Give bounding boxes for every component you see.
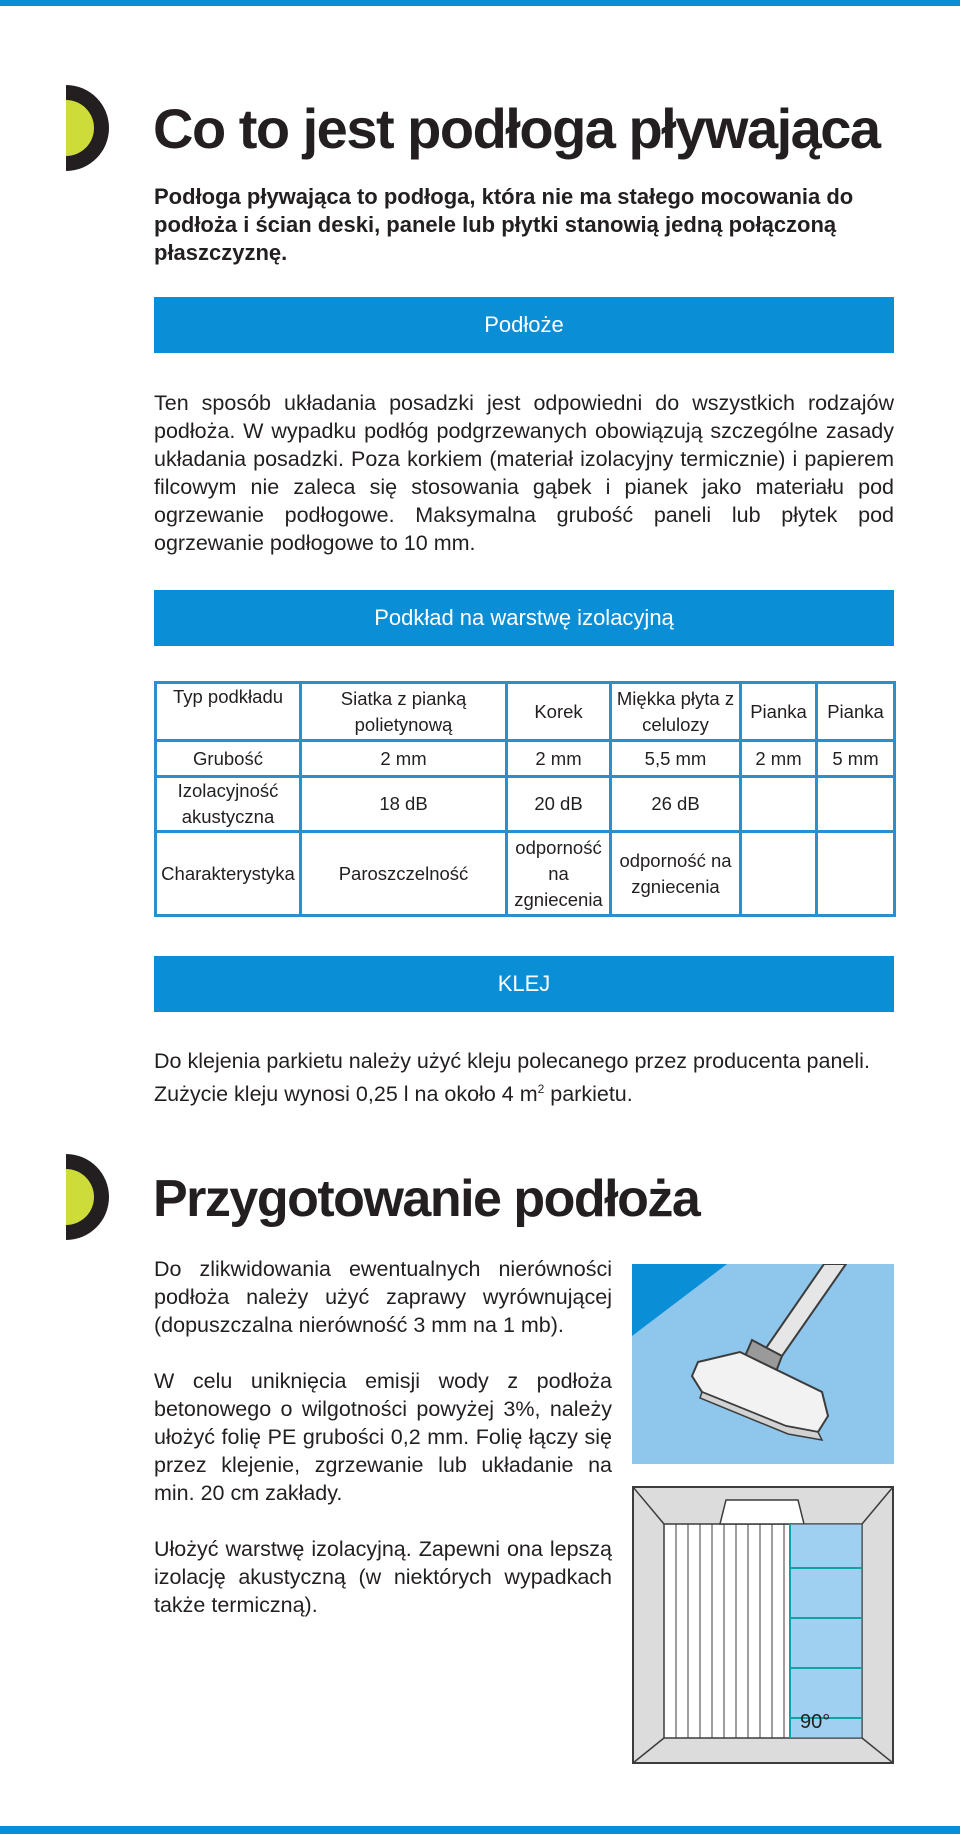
table-cell: 20 dB [507, 777, 611, 832]
section-marker-icon [66, 1154, 110, 1240]
page-title: Co to jest podłoga pływająca [153, 97, 880, 160]
table-cell [741, 832, 817, 916]
section-heading-klej: KLEJ [154, 956, 894, 1012]
table-cell [817, 777, 895, 832]
section-title: Przygotowanie podłoża [153, 1170, 700, 1228]
section-heading-podklad: Podkład na warstwę izolacyjną [154, 590, 894, 646]
table-header-cell: Korek [507, 683, 611, 741]
table-cell: 18 dB [301, 777, 507, 832]
table-cell: Charakterystyka [156, 832, 301, 916]
table-row [156, 777, 895, 832]
lead-paragraph: Podłoga pływająca to podłoga, która nie ma stałego mocowania do podłoża i ścian deski, panele lub płytki stanowią jedną połączoną płaszczyznę. [154, 184, 854, 265]
room-floor-plan-illustration [632, 1486, 894, 1764]
table-cell: Paroszczelność [301, 832, 507, 916]
table-row [156, 832, 895, 916]
klej-line-1: Do klejenia parkietu należy użyć kleju polecanego przez producenta paneli. [154, 1049, 870, 1073]
table-header-row [156, 683, 895, 741]
table-cell: 26 dB [611, 777, 741, 832]
table-cell: 2 mm [301, 741, 507, 777]
klej-line-2 [154, 1075, 894, 1108]
superscript: 2 [537, 1082, 545, 1096]
table-row [156, 741, 895, 777]
table-header-cell: Typ podkładu [156, 683, 301, 741]
section-marker-icon [66, 85, 110, 171]
table-header-cell: Miękka płyta z celulozy [611, 683, 741, 741]
bottom-accent-bar [0, 1826, 960, 1834]
top-accent-bar [0, 0, 960, 6]
table-header-cell: Siatka z pianką polietynową [301, 683, 507, 741]
klej-line-2-text: Zużycie kleju wynosi 0,25 l na około 4 m [154, 1082, 538, 1107]
podloze-text: Ten sposób układania posadzki jest odpowiedni do wszystkich rodzajów podłoża. W wypadku podłóg podgrzewanych obowiązują szczególne zasady układania posadzki. Poza korkiem (materiał izolacyjny termicznie) i papierem filcowym nie zaleca się stosowania gąbek i pianek jako materiału pod ogrzewanie podłogowe. Maksymalna grubość paneli lub płytek pod ogrzewanie podłogowe to 10 mm. [154, 391, 894, 555]
preparation-paragraph: Ułożyć warstwę izolacyjną. Zapewni ona lepszą izolację akustyczną (w niektórych wypadkach także termiczną). [154, 1537, 612, 1617]
section-heading-podloze: Podłoże [154, 297, 894, 353]
table-cell: odporność na zgniecenia [611, 832, 741, 916]
preparation-paragraph: W celu uniknięcia emisji wody z podłoża betonowego o wilgotności powyżej 3%, należy ułożyć folię PE grubości 0,2 mm. Folię łączy się przez klejenie, zgrzewanie lub układanie na min. 20 cm zakłady. [154, 1369, 612, 1505]
table-cell: odporność na zgniecenia [507, 832, 611, 916]
table-cell: 5 mm [817, 741, 895, 777]
table-cell: Grubość [156, 741, 301, 777]
preparation-text [154, 1255, 612, 1647]
angle-label: 90° [800, 1711, 831, 1733]
table-cell: 5,5 mm [611, 741, 741, 777]
table-cell [817, 832, 895, 916]
table-cell [741, 777, 817, 832]
preparation-paragraph: Do zlikwidowania ewentualnych nierówności podłoża należy użyć zaprawy wyrównującej (dopuszczalna nierówność 3 mm na 1 mb). [154, 1257, 612, 1337]
table-header-cell: Pianka [817, 683, 895, 741]
klej-line-2-suffix: parkietu. [544, 1082, 633, 1107]
table-cell: 2 mm [741, 741, 817, 777]
underlay-table [154, 681, 896, 917]
table-cell: 2 mm [507, 741, 611, 777]
vacuum-cleaner-illustration [632, 1264, 894, 1464]
klej-text [154, 1047, 894, 1108]
table-header-cell: Pianka [741, 683, 817, 741]
table-cell: Izolacyjność akustyczna [156, 777, 301, 832]
